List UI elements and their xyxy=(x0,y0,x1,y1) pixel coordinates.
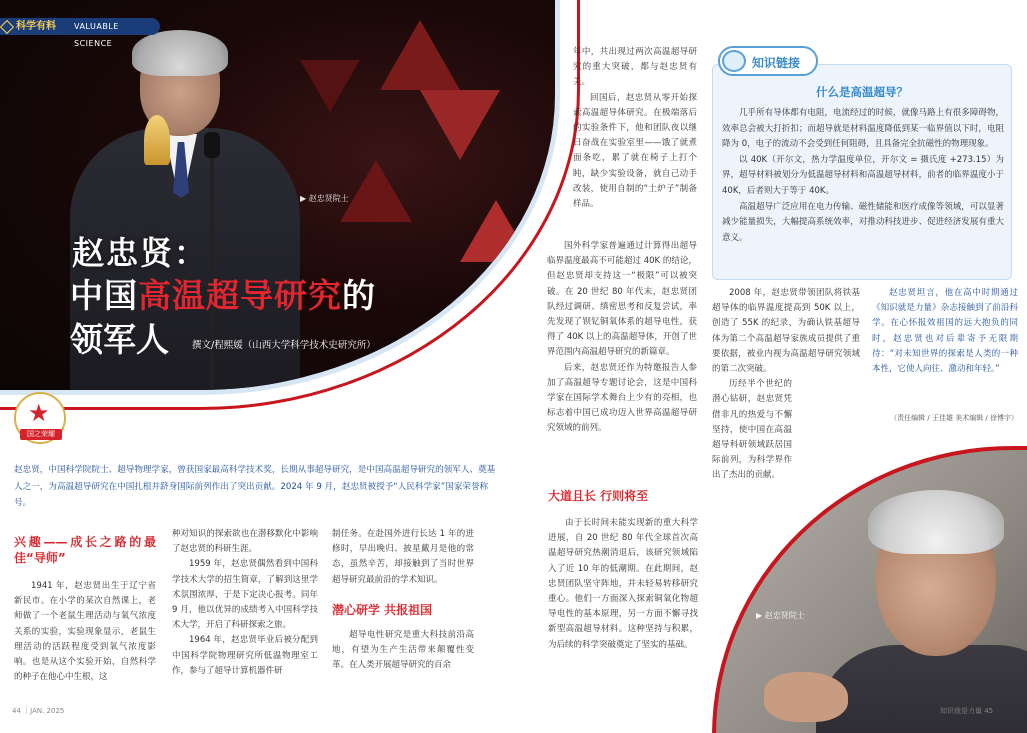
paragraph: 由于长时间未能实现新的重大科学进展，自 20 世纪 80 年代全球首次高温超导研究热潮消退后，该研究领域陷入了近 10 年的低潮期。在此期间，赵忠贤团队坚守阵地，并未轻易转移研究重心。他们一方面深入探索铜氧化物超导电性的基本原理，另一方面不懈寻找新型高温超导材料。这种坚持与积累，为后续的科学突破奠定了坚实的基础。 xyxy=(548,518,698,650)
column-3 xyxy=(332,527,474,673)
photo-caption: ▶ 赵忠贤院士 xyxy=(300,194,349,203)
column-2 xyxy=(172,527,318,679)
subheading: 兴趣——成长之路的最佳“导师” xyxy=(14,535,156,565)
decor-triangle xyxy=(380,20,460,90)
paragraph: 国外科学家普遍通过计算得出超导临界温度最高不可能超过 40K 的结论，但赵忠贤却支持这一“极限”可以被突破。在 20 世纪 80 年代末，赵忠贤团队经过调研、缜密思考和反复尝试，率先发现了钡钇铜氧体系的超导电性，获得了 40K 以上的高温超导体，开创了世界范围内高温超导研究的新篇章。 xyxy=(547,241,697,358)
star-icon: ★ xyxy=(28,399,50,427)
honor-badge xyxy=(14,392,66,444)
paragraph: 1959 年，赵忠贤偶然看到中国科学技术大学的招生简章，了解到这里学术氛围浓厚，于是下定决心报考。同年 9 月，他以优异的成绩考入中国科学技术大学，开启了科研探索之旅。 xyxy=(172,559,318,631)
microphone xyxy=(204,132,220,158)
portrait-hand xyxy=(764,672,848,722)
paragraph: 几乎所有导体都有电阻，电流经过的时候，就像马路上有很多障碍物，效率总会被大打折扣；而超导就是材料温度降低到某一临界值以下时，电阻降为 0，电子的流动不会受到任何阻碍，且具备完全抗磁性的物理现象。 xyxy=(722,108,1004,150)
paragraph: 2008 年，赵忠贤带领团队将铁基超导体的临界温度提高到 50K 以上，创造了 55K 的纪录，为确认铁基超导体为第二个高温超导家族成员提供了重要依据，被业内视为高温超导研究领域的第二次突破。 xyxy=(712,288,860,375)
article-title-line1: 赵忠贤： xyxy=(72,234,209,272)
title-part: 的 xyxy=(342,276,376,315)
title-highlight: 高温超导研究 xyxy=(138,276,342,315)
paragraph: 超导电性研究是重大科技前沿高地，有望为生产生活带来颠覆性变革。在人类开展超导研究的百余 xyxy=(332,629,474,671)
knowledge-title: 知识链接 xyxy=(752,56,801,70)
portrait-hair xyxy=(868,490,1004,554)
decor-triangle xyxy=(300,60,360,112)
column-6 xyxy=(712,286,860,484)
badge-label: 国之荣耀 xyxy=(20,429,62,440)
article-intro: 赵忠贤，中国科学院院士、超导物理学家，曾获国家最高科学技术奖，长期从事超导研究，是中国高温超导研究的领军人、奠基人之一，为高温超导研究在中国扎根并跻身国际前列作出了突出贡献。2024 年 9 月，赵忠贤被授予“人民科学家”国家荣誉称号。 xyxy=(14,465,496,508)
page-footer-left: 44 ｜JAN. 2025 xyxy=(12,707,65,715)
decor-triangle xyxy=(420,90,500,160)
article-title-line3: 领军人 xyxy=(70,320,169,359)
knowledge-body xyxy=(722,106,1004,246)
paragraph: 后来，赵忠贤还作为特邀报告人参加了高温超导专题讨论会，这是中国科学家在国际学术舞台上少有的亮相，也标志着中国已成功迈入世界高温超导研究领域的前列。 xyxy=(547,362,697,434)
knowledge-icon xyxy=(722,50,746,72)
paragraph: 高温超导广泛应用在电力传输、磁性储能和医疗成像等领域，可以显著减少能量损失，大幅提高系统效率，对推动科技进步、促进经济发展有重大意义。 xyxy=(722,201,1004,243)
byline: 撰文/程熙媛（山西大学科学技术史研究所） xyxy=(192,340,376,351)
column-7 xyxy=(872,286,1018,377)
paragraph: 制任务。在赴国外进行长达 1 年的进修时，早出晚归、披星戴月是他的常态，虽然辛苦，却接触到了当时世界超导研究最前沿的学术知识。 xyxy=(332,529,474,585)
paragraph: 1964 年，赵忠贤毕业后被分配到中国科学院物理研究所低温物理室工作，参与了超导计算机器件研 xyxy=(172,635,318,676)
editors-credit: （责任编辑 / 王佳雄 美术编辑 / 徐博宇） xyxy=(890,414,1018,422)
section-title-cn: 科学有料 xyxy=(16,21,56,32)
knowledge-question: 什么是高温超导？ xyxy=(816,85,908,99)
paragraph: 年中，共出现过两次高温超导研究的重大突破，都与赵忠贤有关。 xyxy=(573,47,697,88)
portrait-photo xyxy=(712,446,1027,733)
subheading: 潜心研学 共报祖国 xyxy=(332,602,433,617)
decor-triangle xyxy=(340,160,412,222)
column-5 xyxy=(548,488,698,653)
subheading: 大道且长 行则将至 xyxy=(548,489,649,503)
column-4-top xyxy=(573,45,697,212)
page-footer-right: 知识就是力量 45 xyxy=(940,707,994,715)
article-title-line2 xyxy=(70,270,376,317)
paragraph: 赵忠贤坦言，他在高中时期通过《知识就是力量》杂志接触到了前沿科学。在心怀报效祖国的远大抱负的同时，赵忠贤也对后辈寄予无限期待：“对未知世界的探索是人类的一种本性，它使人向往、激动和年轻。” xyxy=(872,288,1018,375)
section-diamond-icon xyxy=(0,20,14,34)
section-title-en: VALUABLE SCIENCE xyxy=(74,22,119,48)
paragraph: 以 40K（开尔文，热力学温度单位，开尔文 = 摄氏度 +273.15）为界，超导材料被划分为低温超导材料和高温超导材料，前者的临界温度小于 40K，后者则大于等于 40K。 xyxy=(722,154,1004,196)
column-1 xyxy=(14,534,156,685)
section-header xyxy=(0,18,160,48)
portrait-body xyxy=(816,645,1027,733)
column-4-bottom xyxy=(547,239,697,437)
trophy xyxy=(144,115,170,165)
decor-triangle xyxy=(460,200,532,262)
paragraph: 历经半个世纪的潜心钻研，赵忠贤凭借非凡的热爱与不懈坚持，使中国在高温超导科研领域跃居国际前列，为科学界作出了杰出的贡献。 xyxy=(712,379,792,481)
paragraph: 回国后，赵忠贤从零开始探索高温超导体研究。在极端落后的实验条件下，他和团队夜以继日奋战在实验室里——饿了就煮面条吃，累了就在椅子上打个盹，缺少实验设备，就自己动手改装，使用自制的“土炉子”制备样品。 xyxy=(573,92,697,210)
paragraph: 种对知识的探索欲也在潜移默化中影响了赵忠贤的科研生涯。 xyxy=(172,529,318,555)
paragraph: 1941 年，赵忠贤出生于辽宁省新民市。在小学的某次自然课上，老师做了一个老鼠生理活动与氧气浓度关系的实验，实验现象显示，老鼠生理活动的活跃程度受到氧气浓度影响。也是从这个实验开始，自然科学的种子在他心中生根，这 xyxy=(14,581,156,683)
title-part: 中国 xyxy=(70,276,138,315)
photo-caption: ▶ 赵忠贤院士 xyxy=(756,611,805,620)
